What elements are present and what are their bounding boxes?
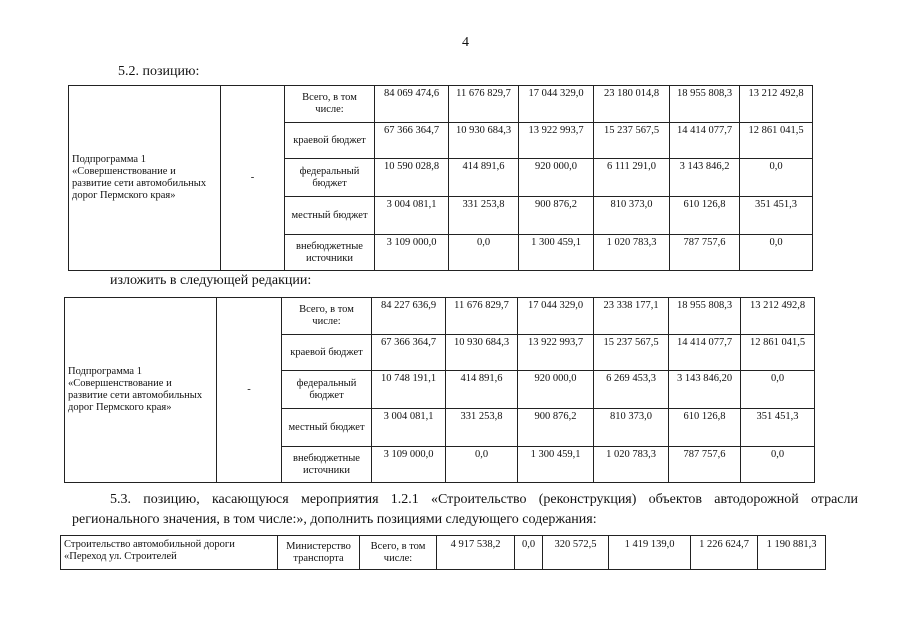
value-cell: 1 020 783,3	[594, 447, 669, 483]
source-cell: Всего, в том числе:	[360, 536, 437, 570]
value-cell: 331 253,8	[446, 409, 518, 447]
funding-source-cell: Всего, в том числе:	[282, 298, 372, 335]
value-cell: 1 226 624,7	[691, 536, 758, 570]
value-cell: 13 922 993,7	[518, 335, 594, 371]
funding-source-cell: федеральный бюджет	[285, 159, 375, 197]
funding-source-cell: краевой бюджет	[282, 335, 372, 371]
page-number: 4	[462, 35, 469, 50]
value-cell: 351 451,3	[741, 409, 815, 447]
value-cell: 787 757,6	[669, 447, 741, 483]
table-row	[61, 536, 826, 570]
value-cell: 14 414 077,7	[669, 335, 741, 371]
value-cell: 15 237 567,5	[594, 335, 669, 371]
value-cell: 0,0	[740, 159, 813, 197]
value-cell: 13 212 492,8	[741, 298, 815, 335]
value-cell: 900 876,2	[518, 409, 594, 447]
executor-cell: -	[221, 86, 285, 271]
table-row	[65, 298, 815, 335]
value-cell: 0,0	[740, 235, 813, 271]
new-position-table	[64, 297, 815, 483]
value-cell: 10 590 028,8	[375, 159, 449, 197]
new-wording-heading: изложить в следующей редакции:	[110, 273, 312, 288]
value-cell: 920 000,0	[519, 159, 594, 197]
value-cell: 10 930 684,3	[449, 123, 519, 159]
value-cell: 17 044 329,0	[519, 86, 594, 123]
value-cell: 351 451,3	[740, 197, 813, 235]
added-position-table	[60, 535, 826, 570]
value-cell: 17 044 329,0	[518, 298, 594, 335]
value-cell: 0,0	[449, 235, 519, 271]
value-cell: 3 004 081,1	[372, 409, 446, 447]
table-row	[69, 86, 813, 123]
value-cell: 0,0	[515, 536, 543, 570]
value-cell: 3 109 000,0	[375, 235, 449, 271]
funding-source-cell: внебюджетные источники	[282, 447, 372, 483]
funding-source-cell: местный бюджет	[282, 409, 372, 447]
value-cell: 331 253,8	[449, 197, 519, 235]
value-cell: 610 126,8	[669, 409, 741, 447]
value-cell: 67 366 364,7	[372, 335, 446, 371]
value-cell: 14 414 077,7	[670, 123, 740, 159]
value-cell: 787 757,6	[670, 235, 740, 271]
value-cell: 1 190 881,3	[758, 536, 826, 570]
funding-source-cell: федеральный бюджет	[282, 371, 372, 409]
executor-cell: Министерство транспорта	[278, 536, 360, 570]
value-cell: 84 227 636,9	[372, 298, 446, 335]
program-name-cell: Подпрограмма 1 «Совершенствование и развитие сети автомобильных дорог Пермского края»	[65, 298, 217, 483]
value-cell: 414 891,6	[446, 371, 518, 409]
value-cell: 6 269 453,3	[594, 371, 669, 409]
value-cell: 3 109 000,0	[372, 447, 446, 483]
value-cell: 3 143 846,20	[669, 371, 741, 409]
value-cell: 67 366 364,7	[375, 123, 449, 159]
value-cell: 3 004 081,1	[375, 197, 449, 235]
value-cell: 414 891,6	[449, 159, 519, 197]
value-cell: 13 922 993,7	[519, 123, 594, 159]
value-cell: 0,0	[741, 371, 815, 409]
value-cell: 10 748 191,1	[372, 371, 446, 409]
funding-source-cell: внебюджетные источники	[285, 235, 375, 271]
funding-source-cell: краевой бюджет	[285, 123, 375, 159]
program-name-cell: Подпрограмма 1 «Совершенствование и развитие сети автомобильных дорог Пермского края»	[69, 86, 221, 271]
value-cell: 0,0	[446, 447, 518, 483]
value-cell: 6 111 291,0	[594, 159, 670, 197]
value-cell: 23 338 177,1	[594, 298, 669, 335]
value-cell: 1 020 783,3	[594, 235, 670, 271]
old-position-table	[68, 85, 813, 271]
value-cell: 18 955 808,3	[670, 86, 740, 123]
value-cell: 810 373,0	[594, 409, 669, 447]
value-cell: 320 572,5	[543, 536, 609, 570]
object-name-cell: Строительство автомобильной дороги «Переход ул. Строителей	[61, 536, 278, 570]
value-cell: 3 143 846,2	[670, 159, 740, 197]
value-cell: 1 419 139,0	[609, 536, 691, 570]
value-cell: 23 180 014,8	[594, 86, 670, 123]
value-cell: 18 955 808,3	[669, 298, 741, 335]
value-cell: 900 876,2	[519, 197, 594, 235]
value-cell: 1 300 459,1	[518, 447, 594, 483]
section-5-3-paragraph: 5.3. позицию, касающуюся мероприятия 1.2.1 «Строительство (реконструкция) объектов автодорожной отрасли регионального значения, в том числе:», дополнить позициями следующего содержания:	[72, 492, 858, 527]
value-cell: 15 237 567,5	[594, 123, 670, 159]
value-cell: 12 861 041,5	[740, 123, 813, 159]
funding-source-cell: Всего, в том числе:	[285, 86, 375, 123]
executor-cell: -	[217, 298, 282, 483]
value-cell: 810 373,0	[594, 197, 670, 235]
value-cell: 84 069 474,6	[375, 86, 449, 123]
value-cell: 12 861 041,5	[741, 335, 815, 371]
value-cell: 1 300 459,1	[519, 235, 594, 271]
value-cell: 11 676 829,7	[449, 86, 519, 123]
value-cell: 10 930 684,3	[446, 335, 518, 371]
value-cell: 610 126,8	[670, 197, 740, 235]
value-cell: 4 917 538,2	[437, 536, 515, 570]
section-5-2-heading: 5.2. позицию:	[118, 64, 200, 79]
value-cell: 0,0	[741, 447, 815, 483]
value-cell: 13 212 492,8	[740, 86, 813, 123]
value-cell: 11 676 829,7	[446, 298, 518, 335]
value-cell: 920 000,0	[518, 371, 594, 409]
funding-source-cell: местный бюджет	[285, 197, 375, 235]
